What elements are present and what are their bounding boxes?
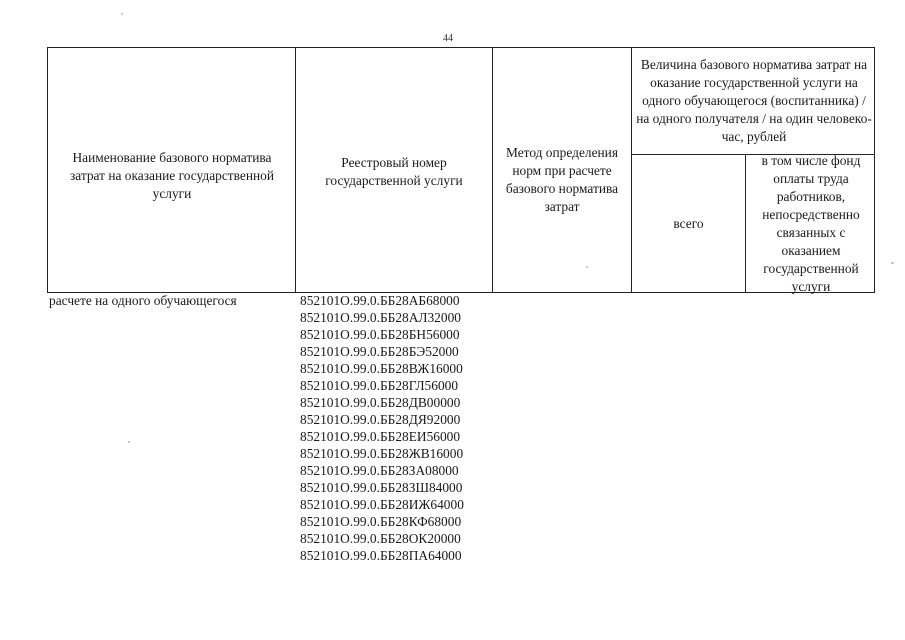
scan-speck: [128, 441, 130, 443]
header-name: Наименование базового норматива затрат на оказание государственной услуги: [69, 150, 275, 201]
header-total: всего: [673, 216, 704, 231]
registry-code: 852101О.99.0.ББ28ОК20000: [300, 531, 461, 546]
registry-code: 852101О.99.0.ББ28ДЯ92000: [300, 412, 461, 427]
scan-speck: [586, 266, 588, 268]
registry-code-list: [300, 292, 464, 564]
registry-code: 852101О.99.0.ББ28ЕИ56000: [300, 429, 461, 444]
registry-code: 852101О.99.0.ББ28ЗА08000: [300, 463, 459, 478]
registry-code: 852101О.99.0.ББ28КФ68000: [300, 514, 462, 529]
table-header: [47, 47, 875, 293]
registry-code: 852101О.99.0.ББ28ГЛ56000: [300, 378, 459, 393]
registry-code: 852101О.99.0.ББ28ЖВ16000: [300, 446, 464, 461]
registry-code: 852101О.99.0.ББ28БЭ52000: [300, 344, 459, 359]
registry-code: 852101О.99.0.ББ28ВЖ16000: [300, 361, 463, 376]
column-divider: [295, 48, 296, 292]
row-name: расчете на одного обучающегося: [49, 293, 237, 308]
header-value-group: Величина базового норматива затрат на оказание государственной услуги на одного обучающегося (воспитанника) / на одного получателя / на один человеко-час, рублей: [636, 57, 872, 144]
header-method: Метод определения норм при расчете базового норматива затрат: [505, 145, 619, 214]
registry-code: 852101О.99.0.ББ28ЗШ84000: [300, 480, 463, 495]
column-divider: [745, 154, 746, 292]
scan-speck: [891, 262, 894, 264]
registry-code: 852101О.99.0.ББ28БН56000: [300, 327, 460, 342]
registry-code: 852101О.99.0.ББ28АЛ32000: [300, 310, 461, 325]
registry-code: 852101О.99.0.ББ28ДВ00000: [300, 395, 461, 410]
scan-speck: [121, 13, 123, 15]
page-number: 44: [443, 33, 453, 44]
registry-code: 852101О.99.0.ББ28АБ68000: [300, 293, 460, 308]
registry-code: 852101О.99.0.ББ28ИЖ64000: [300, 497, 464, 512]
registry-code: 852101О.99.0.ББ28ПА64000: [300, 548, 462, 563]
header-payroll: в том числе фонд оплаты труда работников, непосредственно связанных с оказанием государственной услуги: [761, 153, 861, 294]
header-registry-number: Реестровый номер государственной услуги: [325, 155, 463, 188]
column-divider: [492, 48, 493, 292]
